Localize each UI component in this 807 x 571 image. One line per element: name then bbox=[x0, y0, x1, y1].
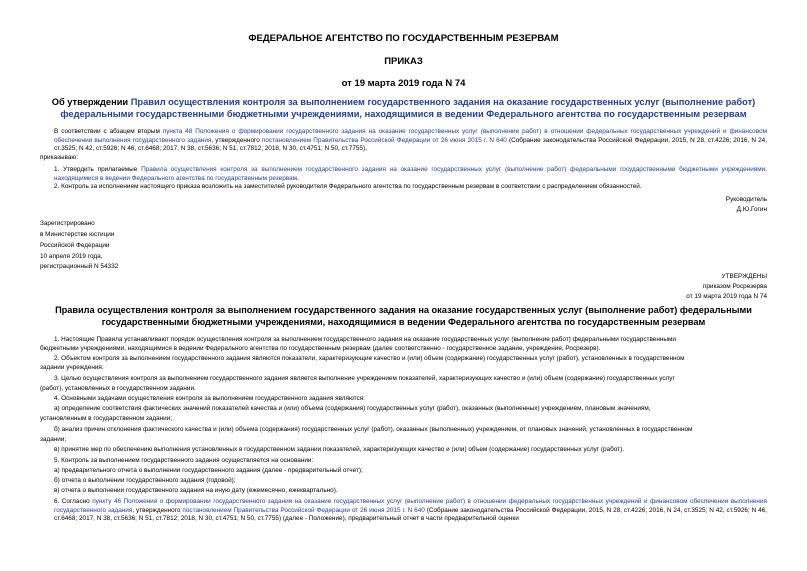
agency-heading: ФЕДЕРАЛЬНОЕ АГЕНТСТВО ПО ГОСУДАРСТВЕННЫМ РЕЗЕРВАМ bbox=[248, 33, 559, 44]
rules-p6 bbox=[40, 498, 767, 524]
rules-p4a-line-1: а) определение соответствия фактических значений показателей качества и (или) объема (содержания) государственных услуг (работ), оказанных (выполненных) учреждением, плановым значениям, bbox=[54, 405, 651, 412]
regulation-p46-link[interactable]: пункту 46 Положения о формировании государственного задания на оказание государственных услуг (выполнение работ) в отношении федеральных государственных учреждений и финансовом обеспечении выполнения государственного задания bbox=[54, 498, 767, 514]
order-title-prefix: Об утверждении bbox=[51, 97, 131, 107]
rules-p5a: а) предварительного отчета о выполнении государственного задания (далее - предварительный отчет); bbox=[54, 467, 363, 474]
rules-p4a-line-2: установленным в государственном задании; bbox=[40, 415, 173, 422]
preamble bbox=[40, 128, 767, 163]
registration-line-5: регистрационный N 54332 bbox=[40, 263, 119, 270]
regulation-link[interactable]: пункта 48 Положения о формировании государственного задания на оказание государственных услуг (выполнение работ) в отношении федеральных государственных учреждений и финансовом обеспечении выполнения государственного задания bbox=[54, 128, 767, 144]
registration-line-2: в Министерстве юстиции bbox=[40, 231, 115, 238]
rules-p6-text-2: , утвержденного bbox=[132, 506, 183, 514]
order-item-1-prefix: 1. Утвердить прилагаемые bbox=[54, 166, 142, 173]
rules-p4b-line-1: б) анализ причин отклонения фактического качества и (или) объема (содержания) государственных услуг (работ), оказанных (выполненных) учреждением, от плановых значений, установленных в государственном bbox=[54, 426, 693, 433]
approval-line-1: УТВЕРЖДЕНЫ bbox=[721, 273, 767, 280]
rules-p6-text-1: 6. Согласно bbox=[54, 498, 93, 505]
doc-type-heading: ПРИКАЗ bbox=[384, 56, 423, 67]
rules-title-line-2: государственными бюджетными учреждениями, находящимися в ведении Федерального агентства по государственным резервам bbox=[101, 317, 706, 327]
preamble-text-2: , утвержденного bbox=[211, 136, 262, 144]
orders-word: приказываю: bbox=[40, 154, 78, 162]
government-decree-link[interactable]: постановлением Правительства Российской Федерации от 26 июня 2015 г. N 640 bbox=[261, 136, 507, 144]
registration-line-4: 10 апреля 2019 года, bbox=[40, 253, 103, 260]
registration-line-1: Зарегистрировано bbox=[40, 220, 95, 227]
rules-p2-line-2: задании учреждения. bbox=[40, 364, 104, 371]
order-item-1-suffix: . bbox=[297, 174, 299, 182]
preamble-text-3: (Собрание законодательства Российской Федерации, 2015, N 28, ст.4226; 2016, N 24, ст.3525; N 42, ст.5926; N 46, ст.6468; 2017, N 38, ст.5636; N 51, ст.7812; 2018, N 30, ст.4751; N 50, ст.7755), bbox=[54, 136, 768, 153]
signature-role: Руководитель bbox=[725, 196, 767, 203]
rules-title-line-1: Правила осуществления контроля за выполнением государственного задания на оказание государственных услуг (выполнение работ) федеральными bbox=[55, 305, 752, 315]
rules-p1-line-2: бюджетными учреждениями, находящимися в ведении Федерального агентства по государственным резервам (далее соответственно - государственное задание, учреждение, Росрезерв). bbox=[40, 345, 601, 352]
rules-p5c: в) отчета о выполнении государственного задания на иную дату (ежемесячно, ежеквартально). bbox=[54, 487, 338, 494]
order-item-1 bbox=[40, 166, 767, 183]
order-items bbox=[40, 166, 767, 192]
approval-line-3: от 19 марта 2019 года N 74 bbox=[686, 293, 767, 300]
rules-p6-text-3: (Собрание законодательства Российской Федерации, 2015, N 28, ст.4226; 2016, N 24, ст.3525; N 42, ст.5926; N 46, ст.6468; 2017, N 38, ст.5636; N 51, ст.7812; 2018, N 30, ст.4751; N 50, ст.7755) (далее - Положение), предварительный отчет в части предварительной оценки bbox=[54, 506, 767, 523]
rules-p5: 5. Контроль за выполнением государственного задания осуществляется на основании: bbox=[54, 457, 314, 464]
signature-name: Д.Ю.Гогин bbox=[736, 206, 767, 213]
preamble-text bbox=[40, 128, 767, 154]
approval-line-2: приказом Росрезерва bbox=[702, 283, 767, 290]
rules-p6-text bbox=[40, 498, 767, 524]
rules-p4: 4. Основными задачами осуществления контроля за выполнением государственного задания являются: bbox=[54, 395, 365, 402]
registration-line-3: Российской Федерации bbox=[40, 242, 110, 249]
preamble-text-1: В соответствии с абзацем вторым bbox=[54, 128, 163, 135]
rules-p3-line-2: (работ), установленных в государственном задании. bbox=[40, 385, 196, 392]
rules-link[interactable]: Правила осуществления контроля за выполнением государственного задания на оказание государственных услуг (выполнение работ) федеральными государственными бюджетными учреждениями, находящимися в ведении Федерального агентства по государственным резервам bbox=[54, 166, 767, 182]
order-item-2: 2. Контроль за исполнением настоящего приказа возложить на заместителей руководителя Федерального агентства по государственным резервам в соответствии с распределением обязанностей. bbox=[54, 183, 642, 191]
order-title-link[interactable]: Правил осуществления контроля за выполнением государственного задания на оказание государственных услуг (выполнение работ) федеральными государственными бюджетными учреждениями, находящимися в ведении Федерального агентства по государственным резервам bbox=[60, 97, 756, 119]
rules-p5b: б) отчета о выполнении государственного задания (годовой); bbox=[54, 477, 236, 484]
rules-p1-line-1: 1. Настоящие Правила устанавливают порядок осуществления контроля за выполнением государственного задания на оказание государственных услуг (выполнение работ) федеральными государственными bbox=[54, 336, 676, 343]
order-date-number: от 19 марта 2019 года N 74 bbox=[341, 78, 466, 89]
rules-p4b-line-2: задании; bbox=[40, 436, 67, 443]
rules-p4c: в) принятие мер по обеспечению выполнения установленных в государственном задании показателей, характеризующих качество и (или) объем (содержание) государственных услуг (работ). bbox=[54, 446, 624, 453]
government-decree-link-2[interactable]: постановлением Правительства Российской Федерации от 26 июня 2015 г. N 640 bbox=[182, 506, 425, 514]
rules-p3-line-1: 3. Целью осуществления контроля за выполнением государственного задания является выполнение учреждением показателей, характеризующих качество и (или) объем (содержание) государственных услуг bbox=[54, 375, 675, 382]
order-title bbox=[40, 96, 767, 120]
rules-p2-line-1: 2. Объектом контроля за выполнением государственного задания являются показатели, характеризующие качество и (или) объем (содержание) государственных услуг (работ), установленных в государственном bbox=[54, 355, 685, 362]
